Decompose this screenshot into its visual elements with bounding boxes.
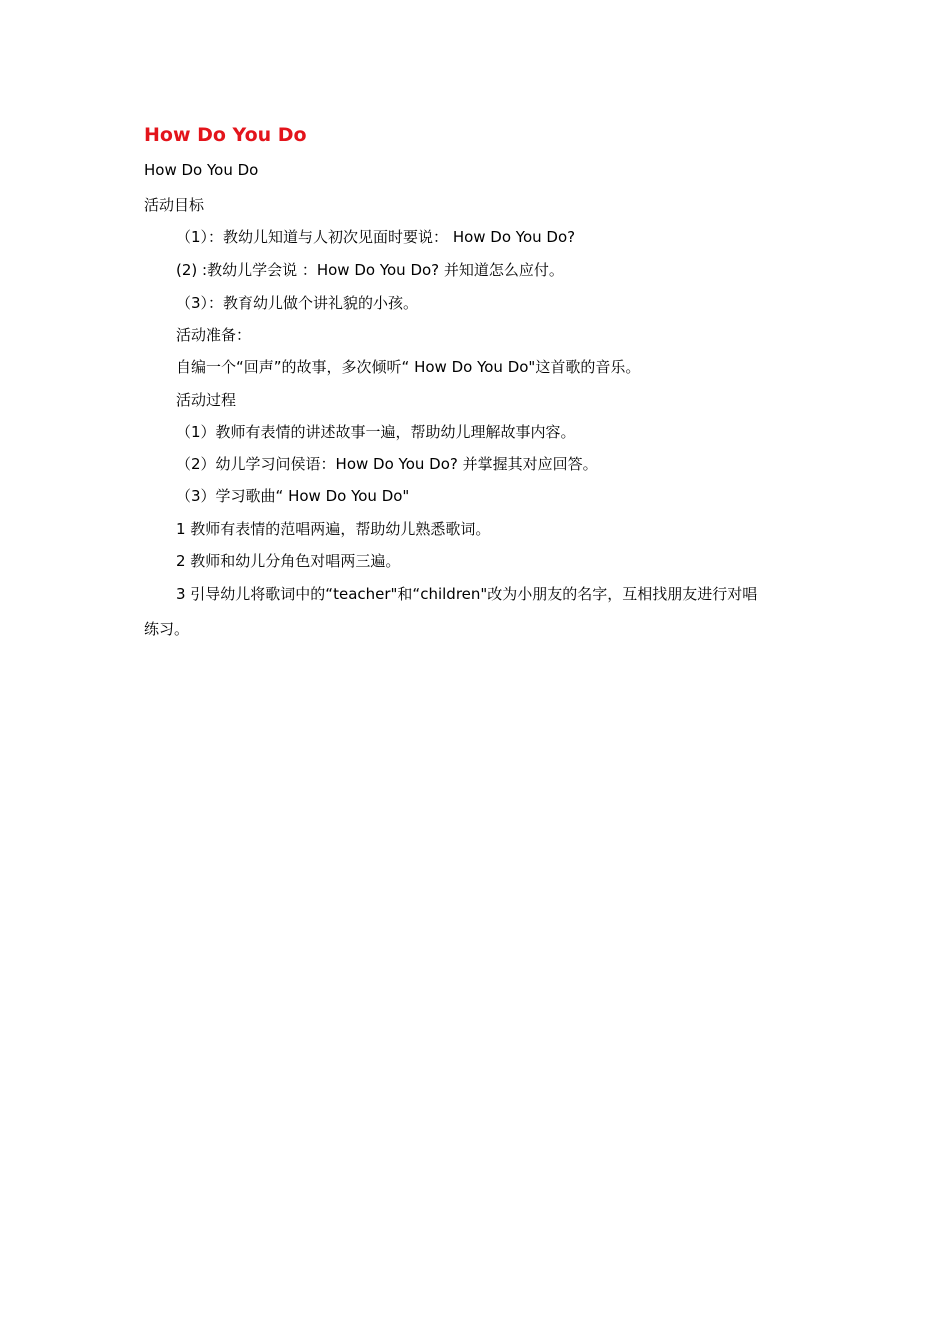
process-step-2: 2 教师和幼儿分角色对唱两三遍。 — [176, 552, 401, 570]
process-step-3: 3 引导幼儿将歌词中的“teacher"和“children"改为小朋友的名字，互相找朋友进行对唱 — [176, 585, 758, 603]
section-heading-process: 活动过程 — [176, 391, 237, 409]
section-heading-goals: 活动目标 — [144, 196, 205, 214]
goal-item-1: （1）：教幼儿知道与人初次见面时要说： How Do You Do? — [176, 228, 576, 246]
section-heading-preparation: 活动准备： — [176, 326, 252, 344]
process-step-1: 1 教师有表情的范唱两遍，帮助幼儿熟悉歌词。 — [176, 520, 491, 538]
goal-item-2: (2) :教幼儿学会说 ：How Do You Do? 并知道怎么应付。 — [176, 261, 564, 279]
preparation-text: 自编一个“回声”的故事，多次倾听“ How Do You Do"这首歌的音乐。 — [176, 358, 641, 376]
goal-item-3: （3）：教育幼儿做个讲礼貌的小孩。 — [176, 294, 419, 312]
document-title: How Do You Do — [144, 124, 307, 146]
process-item-3: （3）学习歌曲“ How Do You Do" — [176, 487, 410, 505]
process-item-1: （1）教师有表情的讲述故事一遍，帮助幼儿理解故事内容。 — [176, 423, 576, 441]
document-subtitle: How Do You Do — [144, 161, 259, 179]
process-step-3-continued: 练习。 — [144, 620, 190, 638]
process-item-2: （2）幼儿学习问侯语：How Do You Do? 并掌握其对应回答。 — [176, 455, 598, 473]
